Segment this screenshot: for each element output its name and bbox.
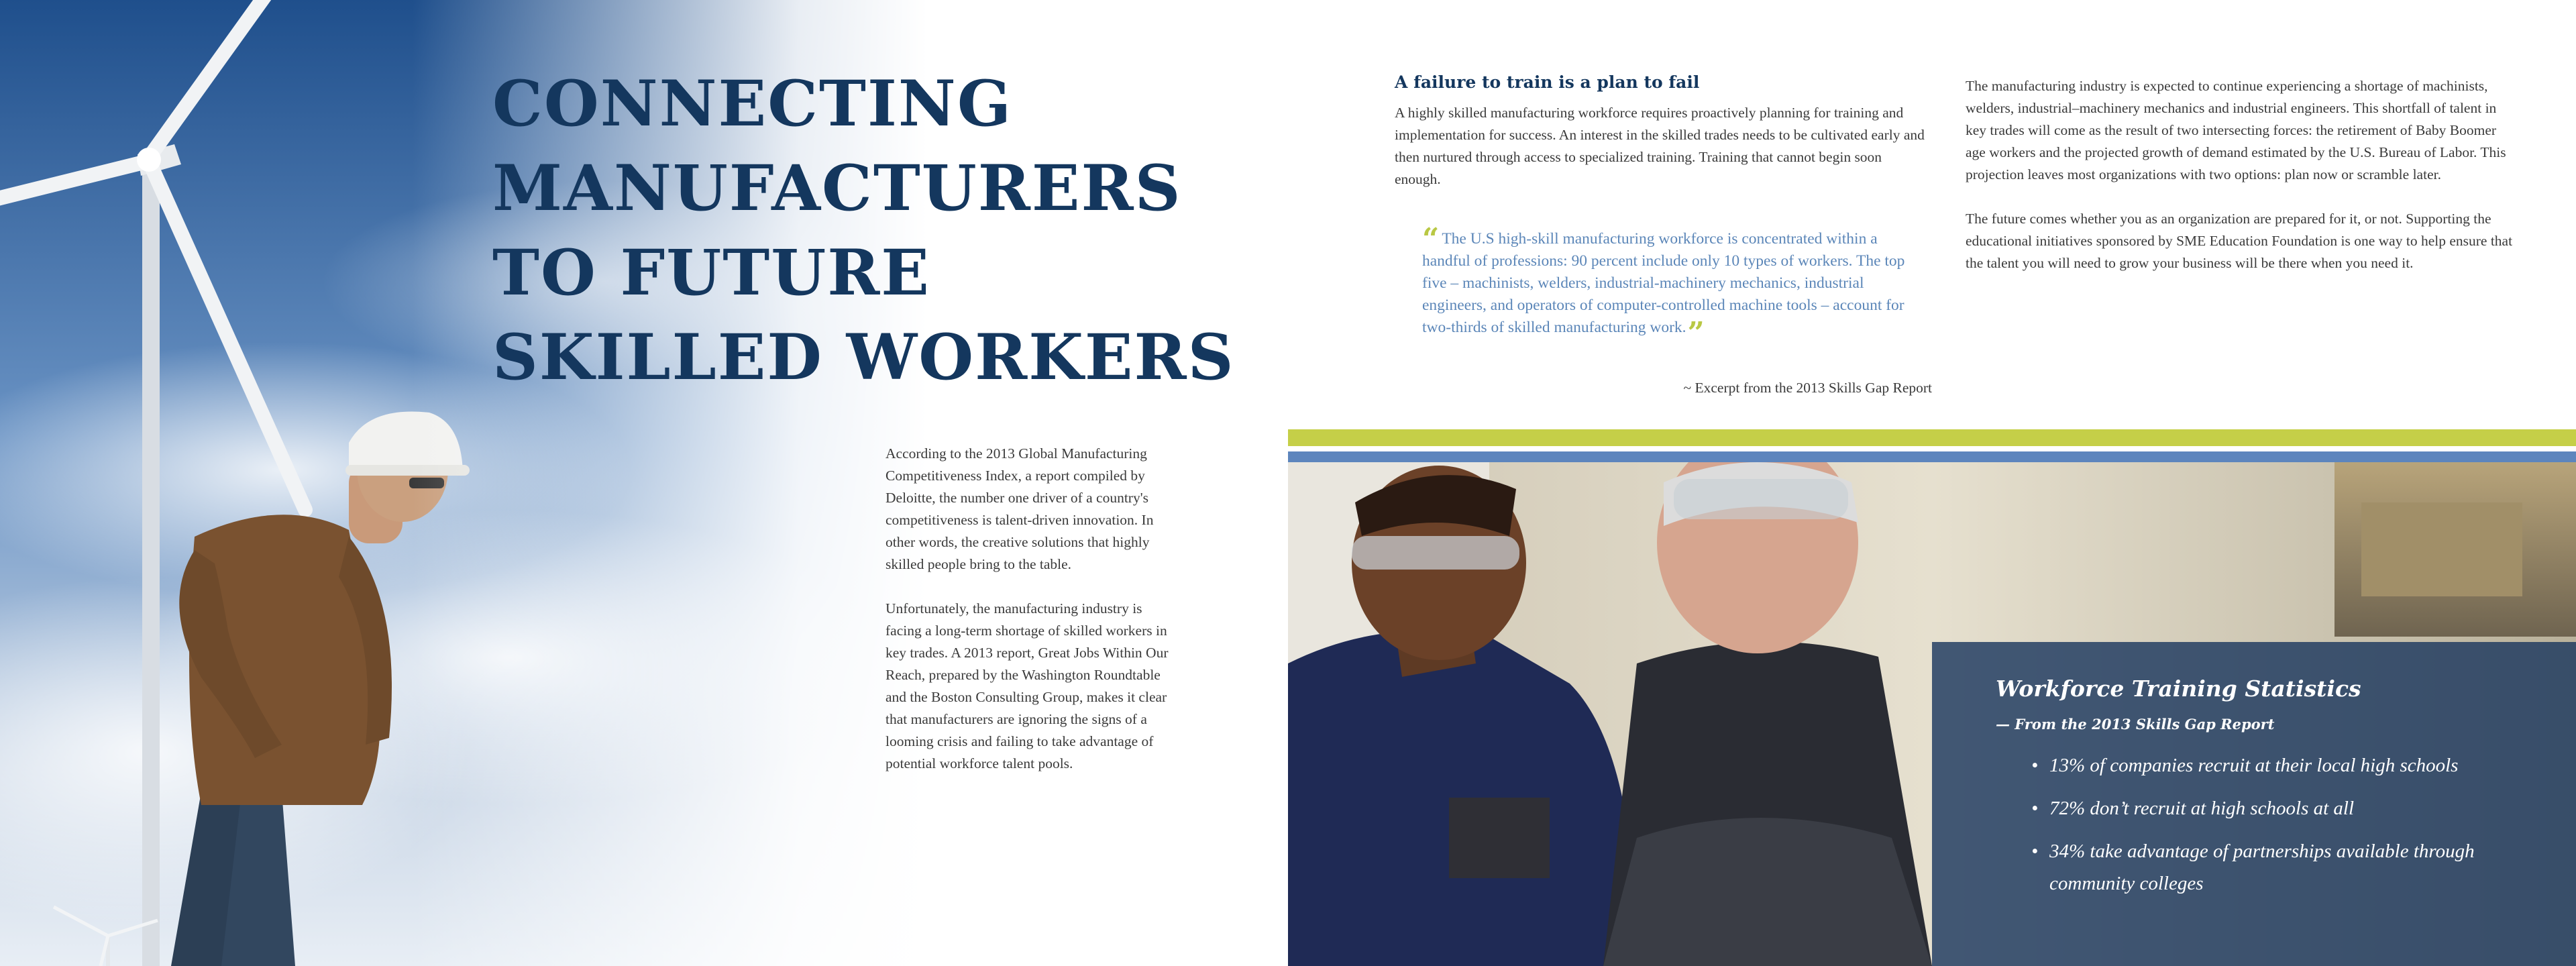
- body-paragraph: According to the 2013 Global Manufacturing Competitiveness Index, a report compiled by Deloitte, the number one driver of a country's competitiveness is talent-driven innovation. In other words, the creative solutions that highly skilled people bring to the table.: [885, 445, 1154, 572]
- column-two-text: [1966, 75, 2516, 297]
- headline-line: CONNECTING: [492, 67, 1013, 141]
- quote-attribution: ~ Excerpt from the 2013 Skills Gap Report: [1683, 380, 1932, 396]
- main-headline: [492, 62, 1257, 400]
- bullet-icon: •: [2031, 755, 2039, 776]
- open-quote-icon: “: [1422, 222, 1440, 256]
- pull-quote: [1422, 222, 1905, 350]
- body-paragraph: The manufacturing industry is expected to continue experiencing a shortage of machinists, welders, industrial–machinery mechanics and industrial engineers. This shortfall of talent in key trades will come as the result of two intersecting forces: the retirement of Baby Boomer age workers and the projected growth of demand estimated by the U.S. Bureau of Labor. This projection leaves most organizations with two options: plan now or scramble later.: [1966, 78, 2506, 182]
- accent-stripe-lime: [1288, 429, 2576, 446]
- list-item: [2031, 835, 2541, 900]
- close-quote-icon: ”: [1687, 316, 1705, 350]
- bullet-icon: •: [2031, 798, 2039, 819]
- stat-text: 13% of companies recruit at their local high schools: [2049, 755, 2459, 776]
- stat-text: 34% take advantage of partnerships available through community colleges: [2049, 841, 2475, 894]
- list-item: [2031, 749, 2541, 782]
- column-one-paragraph: A highly skilled manufacturing workforce requires proactively planning for training and implementation for success. An interest in the skilled trades needs to be cultivated early and then nurtured through access to specialized training. Training that cannot begin soon enough.: [1395, 105, 1925, 187]
- body-paragraph: The future comes whether you as an organization are prepared for it, or not. Supporting the educational initiatives sponsored by SME Education Foundation is one way to help ensure that the talent you will need to grow your business will be there when you need it.: [1966, 211, 2513, 271]
- stats-panel: [1932, 642, 2576, 966]
- accent-stripe-blue: [1288, 451, 2576, 462]
- stat-text: 72% don’t recruit at high schools at all: [2049, 798, 2355, 819]
- bullet-icon: •: [2031, 841, 2039, 862]
- headline-line: SKILLED WORKERS: [492, 321, 1235, 394]
- right-page: [1288, 0, 2576, 966]
- pull-quote-text: The U.S high-skill manufacturing workforce is concentrated within a handful of professions: 90 percent include only 10 types of workers. The top five – machinists, welders, industrial-machinery mechanics, industrial engineers, and operators of computer-controlled machine tools – account for two-thirds of skilled manufacturing work.: [1422, 230, 1905, 336]
- headline-line: TO FUTURE: [492, 236, 930, 310]
- section-heading: A failure to train is a plan to fail: [1395, 72, 1700, 92]
- body-paragraph: Unfortunately, the manufacturing industry is facing a long-term shortage of skilled workers in key trades. A 2013 report, Great Jobs Within Our Reach, prepared by the Washington Roundtable and the Boston Consulting Group, makes it clear that manufacturers are ignoring the signs of a looming crisis and failing to take advantage of potential workforce talent pools.: [885, 600, 1169, 771]
- list-item: [2031, 792, 2541, 824]
- workshop-training-photo: [1288, 462, 2576, 966]
- intro-body-text: [885, 443, 1174, 797]
- stats-title: Workforce Training Statistics: [1996, 676, 2361, 702]
- stats-list: [2031, 749, 2541, 910]
- headline-line: MANUFACTURERS: [492, 152, 1182, 225]
- stats-subtitle: — From the 2013 Skills Gap Report: [1996, 716, 2275, 733]
